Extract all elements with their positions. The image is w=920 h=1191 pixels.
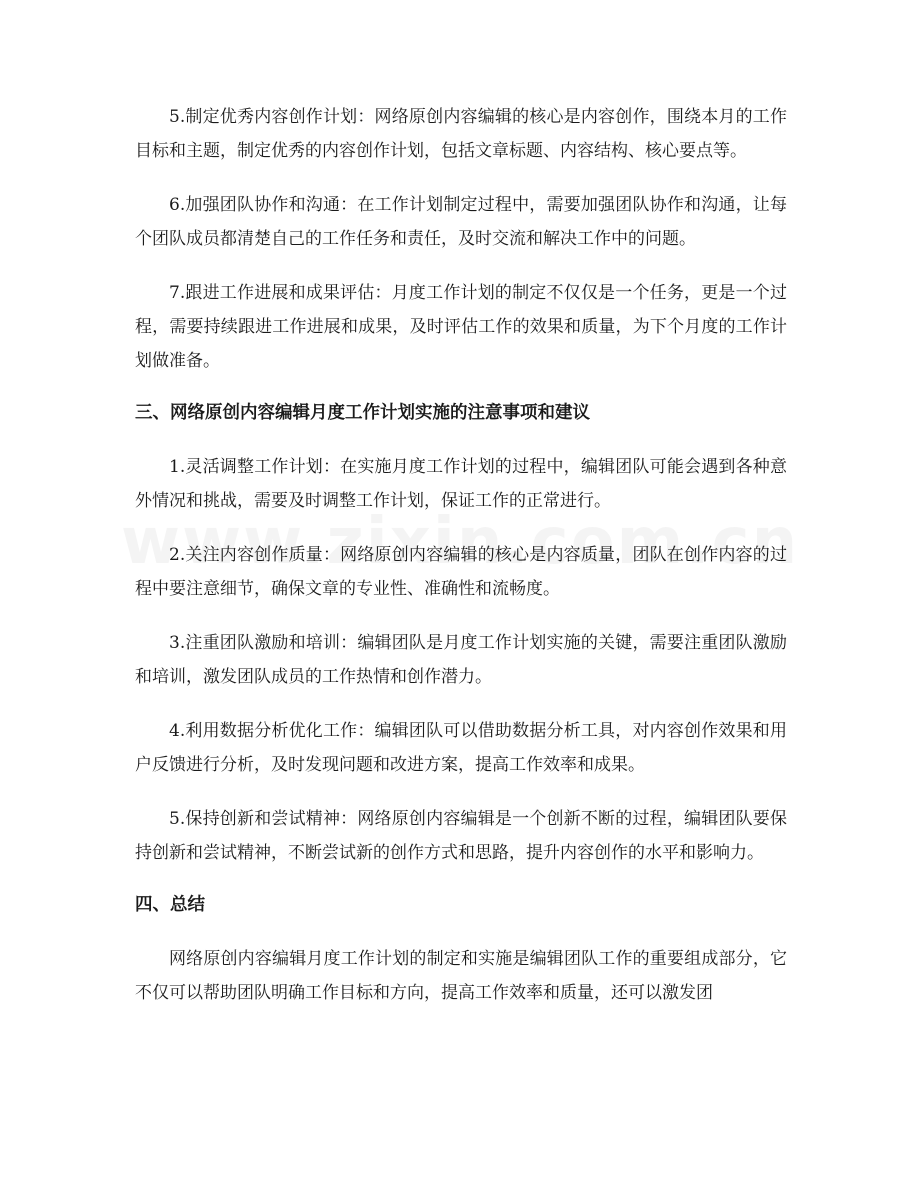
section-heading-4: 四、总结: [135, 895, 205, 915]
paragraph-tip-5-innovation: 5.保持创新和尝试精神：网络原创内容编辑是一个创新不断的过程，编辑团队要保持创新和尝试精神，不断尝试新的创作方式和思路，提升内容创作的水平和影响力。: [135, 809, 787, 863]
paragraph-tip-2-content-quality: 2.关注内容创作质量：网络原创内容编辑的核心是内容质量，团队在创作内容的过程中要注意细节，确保文章的专业性、准确性和流畅度。: [135, 545, 787, 599]
paragraph-item-6-team-communication: 6.加强团队协作和沟通：在工作计划制定过程中，需要加强团队协作和沟通，让每个团队成员都清楚自己的工作任务和责任，及时交流和解决工作中的问题。: [135, 195, 787, 249]
section-heading-3: 三、网络原创内容编辑月度工作计划实施的注意事项和建议: [135, 403, 590, 423]
document-body: [135, 100, 787, 1030]
paragraph-item-7-progress-evaluation: 7.跟进工作进展和成果评估：月度工作计划的制定不仅仅是一个任务，更是一个过程，需要持续跟进工作进展和成果，及时评估工作的效果和质量，为下个月度的工作计划做准备。: [135, 283, 787, 371]
paragraph-item-5-content-plan: 5.制定优秀内容创作计划：网络原创内容编辑的核心是内容创作，围绕本月的工作目标和主题，制定优秀的内容创作计划，包括文章标题、内容结构、核心要点等。: [135, 107, 787, 161]
paragraph-tip-4-data-analysis: 4.利用数据分析优化工作：编辑团队可以借助数据分析工具，对内容创作效果和用户反馈进行分析，及时发现问题和改进方案，提高工作效率和成果。: [135, 721, 787, 775]
paragraph-tip-1-flexible-adjustment: 1.灵活调整工作计划：在实施月度工作计划的过程中，编辑团队可能会遇到各种意外情况和挑战，需要及时调整工作计划，保证工作的正常进行。: [135, 457, 787, 511]
paragraph-summary: 网络原创内容编辑月度工作计划的制定和实施是编辑团队工作的重要组成部分，它不仅可以帮助团队明确工作目标和方向，提高工作效率和质量，还可以激发团: [135, 949, 787, 1003]
paragraph-tip-3-team-training: 3.注重团队激励和培训：编辑团队是月度工作计划实施的关键，需要注重团队激励和培训，激发团队成员的工作热情和创作潜力。: [135, 633, 787, 687]
